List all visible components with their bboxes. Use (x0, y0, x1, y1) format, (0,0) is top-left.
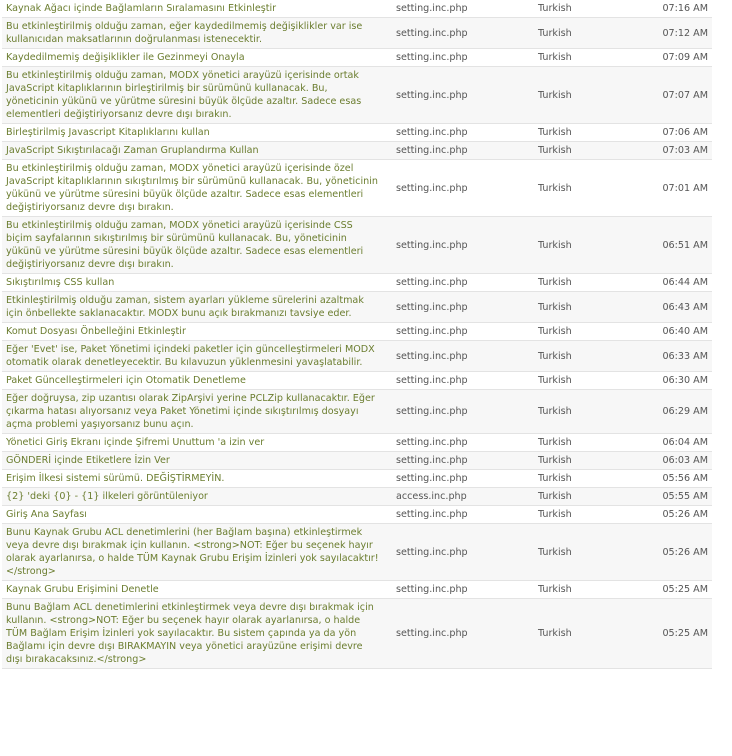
entry-text-cell[interactable]: GÖNDERİ içinde Etiketlere İzin Ver (2, 452, 392, 470)
table-row (2, 488, 712, 506)
entry-file-cell: setting.inc.php (392, 142, 534, 160)
table-row (2, 470, 712, 488)
entry-file-cell: setting.inc.php (392, 323, 534, 341)
entry-time-cell: 06:33 AM (634, 341, 712, 372)
entry-language-cell: Turkish (534, 524, 634, 581)
entry-language-cell: Turkish (534, 67, 634, 124)
entry-text-cell[interactable]: JavaScript Sıkıştırılacağı Zaman Gruplandırma Kullan (2, 142, 392, 160)
entry-text-cell[interactable]: Eğer 'Evet' ise, Paket Yönetimi içindeki paketler için güncelleştirmeleri MODX otomatik olarak denetleyecektir. Bu kılavuzun yüklenmesini yavaşlatabilir. (2, 341, 392, 372)
entry-time-cell: 05:56 AM (634, 470, 712, 488)
entry-time-cell: 07:06 AM (634, 124, 712, 142)
entry-text-cell[interactable]: Eğer doğruysa, zip uzantısı olarak ZipArşivi yerine PCLZip kullanacaktır. Eğer çıkarma hatası alıyorsanız veya Paket Yönetimi içinde sıkıştırılmış dosyayı açma problemi yaşıyorsanız bunu açın. (2, 390, 392, 434)
entry-language-cell: Turkish (534, 274, 634, 292)
entry-file-cell: setting.inc.php (392, 524, 534, 581)
table-row (2, 390, 712, 434)
entry-time-cell: 07:12 AM (634, 18, 712, 49)
table-row (2, 124, 712, 142)
table-row (2, 0, 712, 18)
entry-time-cell: 07:07 AM (634, 67, 712, 124)
entry-file-cell: setting.inc.php (392, 452, 534, 470)
entry-file-cell: setting.inc.php (392, 124, 534, 142)
entry-time-cell: 06:43 AM (634, 292, 712, 323)
entry-time-cell: 06:03 AM (634, 452, 712, 470)
table-row (2, 341, 712, 372)
table-row (2, 160, 712, 217)
entry-time-cell: 06:29 AM (634, 390, 712, 434)
entry-time-cell: 06:04 AM (634, 434, 712, 452)
entry-file-cell: setting.inc.php (392, 292, 534, 323)
entry-language-cell: Turkish (534, 160, 634, 217)
entry-language-cell: Turkish (534, 323, 634, 341)
entry-file-cell: setting.inc.php (392, 581, 534, 599)
entry-file-cell: setting.inc.php (392, 217, 534, 274)
entry-file-cell: setting.inc.php (392, 470, 534, 488)
entry-language-cell: Turkish (534, 292, 634, 323)
entry-time-cell: 07:16 AM (634, 0, 712, 18)
translations-table (2, 0, 712, 669)
entry-file-cell: setting.inc.php (392, 434, 534, 452)
table-row (2, 49, 712, 67)
entry-file-cell: setting.inc.php (392, 274, 534, 292)
entry-file-cell: setting.inc.php (392, 390, 534, 434)
entry-file-cell: setting.inc.php (392, 506, 534, 524)
entry-language-cell: Turkish (534, 488, 634, 506)
entry-language-cell: Turkish (534, 217, 634, 274)
entry-time-cell: 07:03 AM (634, 142, 712, 160)
table-row (2, 217, 712, 274)
entry-file-cell: setting.inc.php (392, 0, 534, 18)
entry-language-cell: Turkish (534, 390, 634, 434)
entry-time-cell: 06:30 AM (634, 372, 712, 390)
entry-text-cell[interactable]: Bu etkinleştirilmiş olduğu zaman, MODX yönetici arayüzü içerisinde CSS biçim sayfalarının sıkıştırılmış bir sürümünü kullanacak. Bu, yöneticinin yükünü ve yürütme süresini büyük ölçüde azaltır. Sadece esas elementleri değiştiriyorsanız devre dışı bırakın. (2, 217, 392, 274)
table-row (2, 67, 712, 124)
entry-file-cell: access.inc.php (392, 488, 534, 506)
table-row (2, 452, 712, 470)
table-row (2, 372, 712, 390)
entry-language-cell: Turkish (534, 434, 634, 452)
entry-text-cell[interactable]: Etkinleştirilmiş olduğu zaman, sistem ayarları yükleme sürelerini azaltmak için önbellekte saklanacaktır. MODX bunu açık bırakmanızı tavsiye eder. (2, 292, 392, 323)
entry-text-cell[interactable]: Bu etkinleştirilmiş olduğu zaman, MODX yönetici arayüzü içerisinde özel JavaScript kitaplıklarının sıkıştırılmış bir sürümünü kullanacak. Bu, yöneticinin yükünü ve yürütme süresini büyük ölçüde azaltır. Sadece esas elementleri değiştiriyorsanız devre dışı bırakın. (2, 160, 392, 217)
entry-text-cell[interactable]: Kaynak Grubu Erişimini Denetle (2, 581, 392, 599)
table-row (2, 142, 712, 160)
entry-time-cell: 06:44 AM (634, 274, 712, 292)
entry-language-cell: Turkish (534, 142, 634, 160)
entry-file-cell: setting.inc.php (392, 49, 534, 67)
entry-text-cell[interactable]: Bu etkinleştirilmiş olduğu zaman, MODX yönetici arayüzü içerisinde ortak JavaScript kitaplıklarının birleştirilmiş bir sürümünü kullanacak. Bu, yöneticinin yükünü ve yürütme süresini büyük ölçüde azaltır. Sadece esas elementleri değiştiriyorsanız devre dışı bırakın. (2, 67, 392, 124)
entry-file-cell: setting.inc.php (392, 67, 534, 124)
entry-time-cell: 05:25 AM (634, 599, 712, 669)
table-row (2, 274, 712, 292)
entry-time-cell: 05:55 AM (634, 488, 712, 506)
table-row (2, 506, 712, 524)
entry-time-cell: 05:25 AM (634, 581, 712, 599)
entry-language-cell: Turkish (534, 0, 634, 18)
table-row (2, 581, 712, 599)
entry-time-cell: 05:26 AM (634, 524, 712, 581)
entry-text-cell[interactable]: Sıkıştırılmış CSS kullan (2, 274, 392, 292)
translations-table-body (2, 0, 712, 669)
entry-text-cell[interactable]: Erişim İlkesi sistemi sürümü. DEĞİŞTİRMEYİN. (2, 470, 392, 488)
table-row (2, 18, 712, 49)
entry-file-cell: setting.inc.php (392, 18, 534, 49)
entry-language-cell: Turkish (534, 452, 634, 470)
entry-language-cell: Turkish (534, 506, 634, 524)
entry-text-cell[interactable]: Bu etkinleştirilmiş olduğu zaman, eğer kaydedilmemiş değişiklikler var ise kullanıcıdan maksatlarının doğrulanması istenecektir. (2, 18, 392, 49)
entry-file-cell: setting.inc.php (392, 341, 534, 372)
entry-language-cell: Turkish (534, 470, 634, 488)
table-row (2, 599, 712, 669)
entry-text-cell[interactable]: Kaynak Ağacı içinde Bağlamların Sıralamasını Etkinleştir (2, 0, 392, 18)
entry-time-cell: 07:01 AM (634, 160, 712, 217)
entry-time-cell: 05:26 AM (634, 506, 712, 524)
entry-time-cell: 06:40 AM (634, 323, 712, 341)
entry-file-cell: setting.inc.php (392, 160, 534, 217)
entry-text-cell[interactable]: Paket Güncelleştirmeleri için Otomatik Denetleme (2, 372, 392, 390)
entry-language-cell: Turkish (534, 581, 634, 599)
entry-text-cell[interactable]: Komut Dosyası Önbelleğini Etkinleştir (2, 323, 392, 341)
table-row (2, 323, 712, 341)
entry-text-cell[interactable]: Kaydedilmemiş değişiklikler ile Gezinmeyi Onayla (2, 49, 392, 67)
entry-text-cell[interactable]: Giriş Ana Sayfası (2, 506, 392, 524)
entry-language-cell: Turkish (534, 372, 634, 390)
entry-file-cell: setting.inc.php (392, 372, 534, 390)
entry-time-cell: 06:51 AM (634, 217, 712, 274)
entry-text-cell[interactable]: Bunu Bağlam ACL denetimlerini etkinleştirmek veya devre dışı bırakmak için kullanın. <strong>NOT: Eğer bu seçenek hayır olarak ayarlanırsa, o halde TÜM Bağlam Erişim İzinleri yok sayılacaktır. Bu sistem çapında ya da yön Bağlamı için devre dışı BIRAKMAYIN veya yönetici arayüzüne erişimi devre dışı bırakacaksınız.</strong> (2, 599, 392, 669)
entry-text-cell[interactable]: Bunu Kaynak Grubu ACL denetimlerini (her Bağlam başına) etkinleştirmek veya devre dışı bırakmak için kullanın. <strong>NOT: Eğer bu seçenek hayır olarak ayarlanırsa, o halde TÜM Kaynak Grubu Erişim İzinleri yok sayılacaktır! </strong> (2, 524, 392, 581)
table-row (2, 292, 712, 323)
entry-language-cell: Turkish (534, 124, 634, 142)
entry-text-cell[interactable]: {2} 'deki {0} - {1} ilkeleri görüntüleniyor (2, 488, 392, 506)
entry-text-cell[interactable]: Yönetici Giriş Ekranı içinde Şifremi Unuttum 'a izin ver (2, 434, 392, 452)
table-row (2, 524, 712, 581)
table-row (2, 434, 712, 452)
entry-time-cell: 07:09 AM (634, 49, 712, 67)
entry-language-cell: Turkish (534, 18, 634, 49)
entry-file-cell: setting.inc.php (392, 599, 534, 669)
entry-language-cell: Turkish (534, 49, 634, 67)
entry-language-cell: Turkish (534, 341, 634, 372)
entry-language-cell: Turkish (534, 599, 634, 669)
entry-text-cell[interactable]: Birleştirilmiş Javascript Kitaplıklarını kullan (2, 124, 392, 142)
